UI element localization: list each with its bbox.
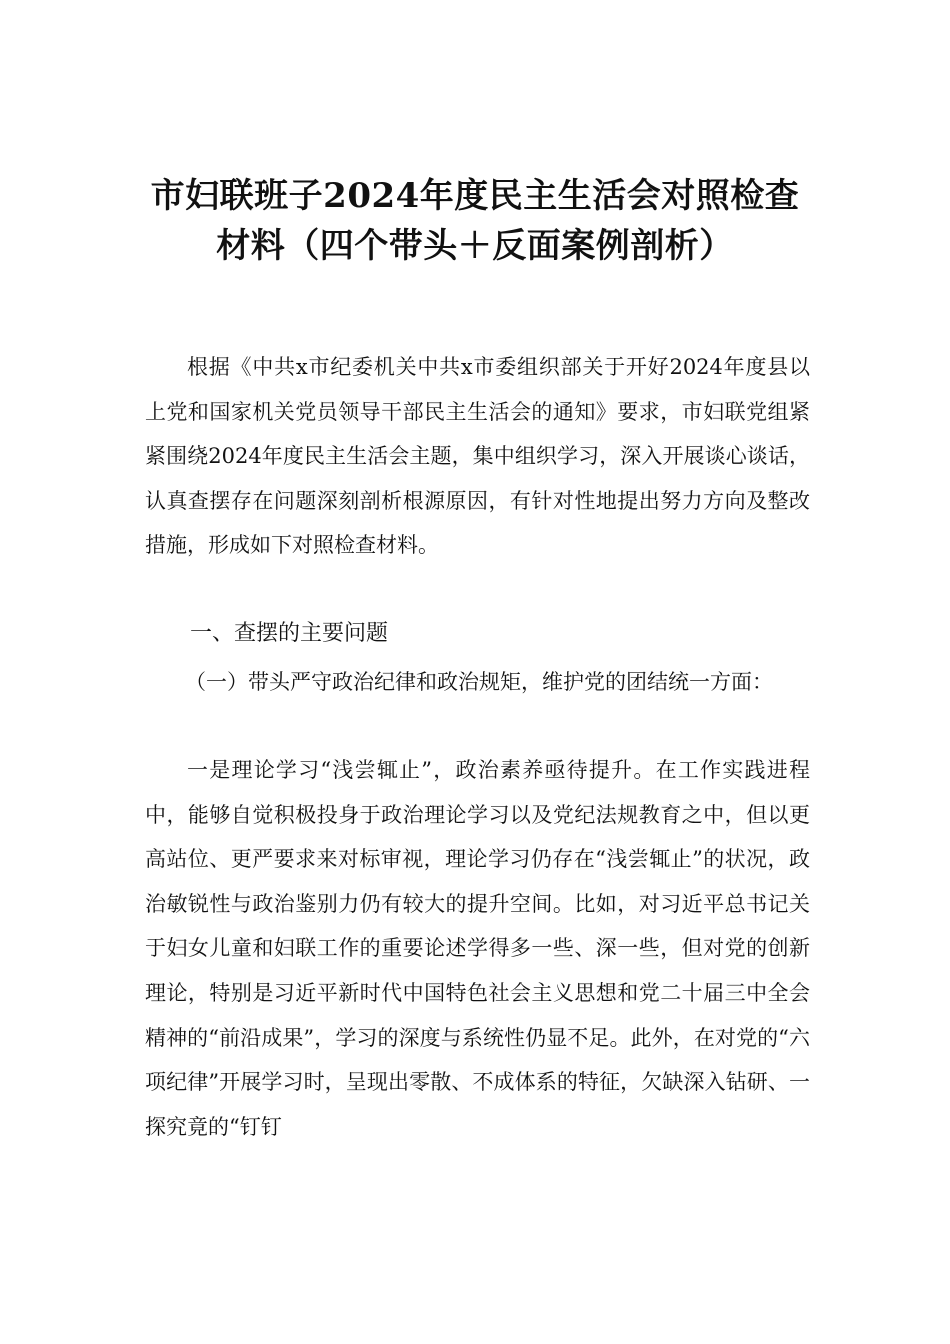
intro-paragraph-block [145,345,810,568]
document-title-line1: 市妇联班子2024年度民主生活会对照检查 [150,176,800,216]
subsection1-heading: （一）带头严守政治纪律和政治规矩，维护党的团结统一方面： [185,670,773,694]
section1-heading: 一、查摆的主要问题 [190,621,389,646]
point1-paragraph: 一是理论学习“浅尝辄止”，政治素养亟待提升。在工作实践进程中，能够自觉积极投身于政治理论学习以及党纪法规教育之中，但以更高站位、更严要求来对标审视，理论学习仍存在“浅尝辄止”的状况，政治敏锐性与政治鉴别力仍有较大的提升空间。比如，对习近平总书记关于妇女儿童和妇联工作的重要论述学得多一些、深一些，但对党的创新理论，特别是习近平新时代中国特色社会主义思想和党二十届三中全会精神的“前沿成果”，学习的深度与系统性仍显不足。此外，在对党的“六项纪律”开展学习时，呈现出零散、不成体系的特征，欠缺深入钻研、一探究竟的“钉钉 [145,758,810,1139]
document-title-line2: 材料（四个带头＋反面案例剖析） [216,226,734,266]
intro-paragraph: 根据《中共x市纪委机关中共x市委组织部关于开好2024年度县以上党和国家机关党员领导干部民主生活会的通知》要求，市妇联党组紧紧围绕2024年度民主生活会主题，集中组织学习，深入开展谈心谈话，认真查摆存在问题深刻剖析根源原因，有针对性地提出努力方向及整改措施，形成如下对照检查材料。 [145,355,810,558]
